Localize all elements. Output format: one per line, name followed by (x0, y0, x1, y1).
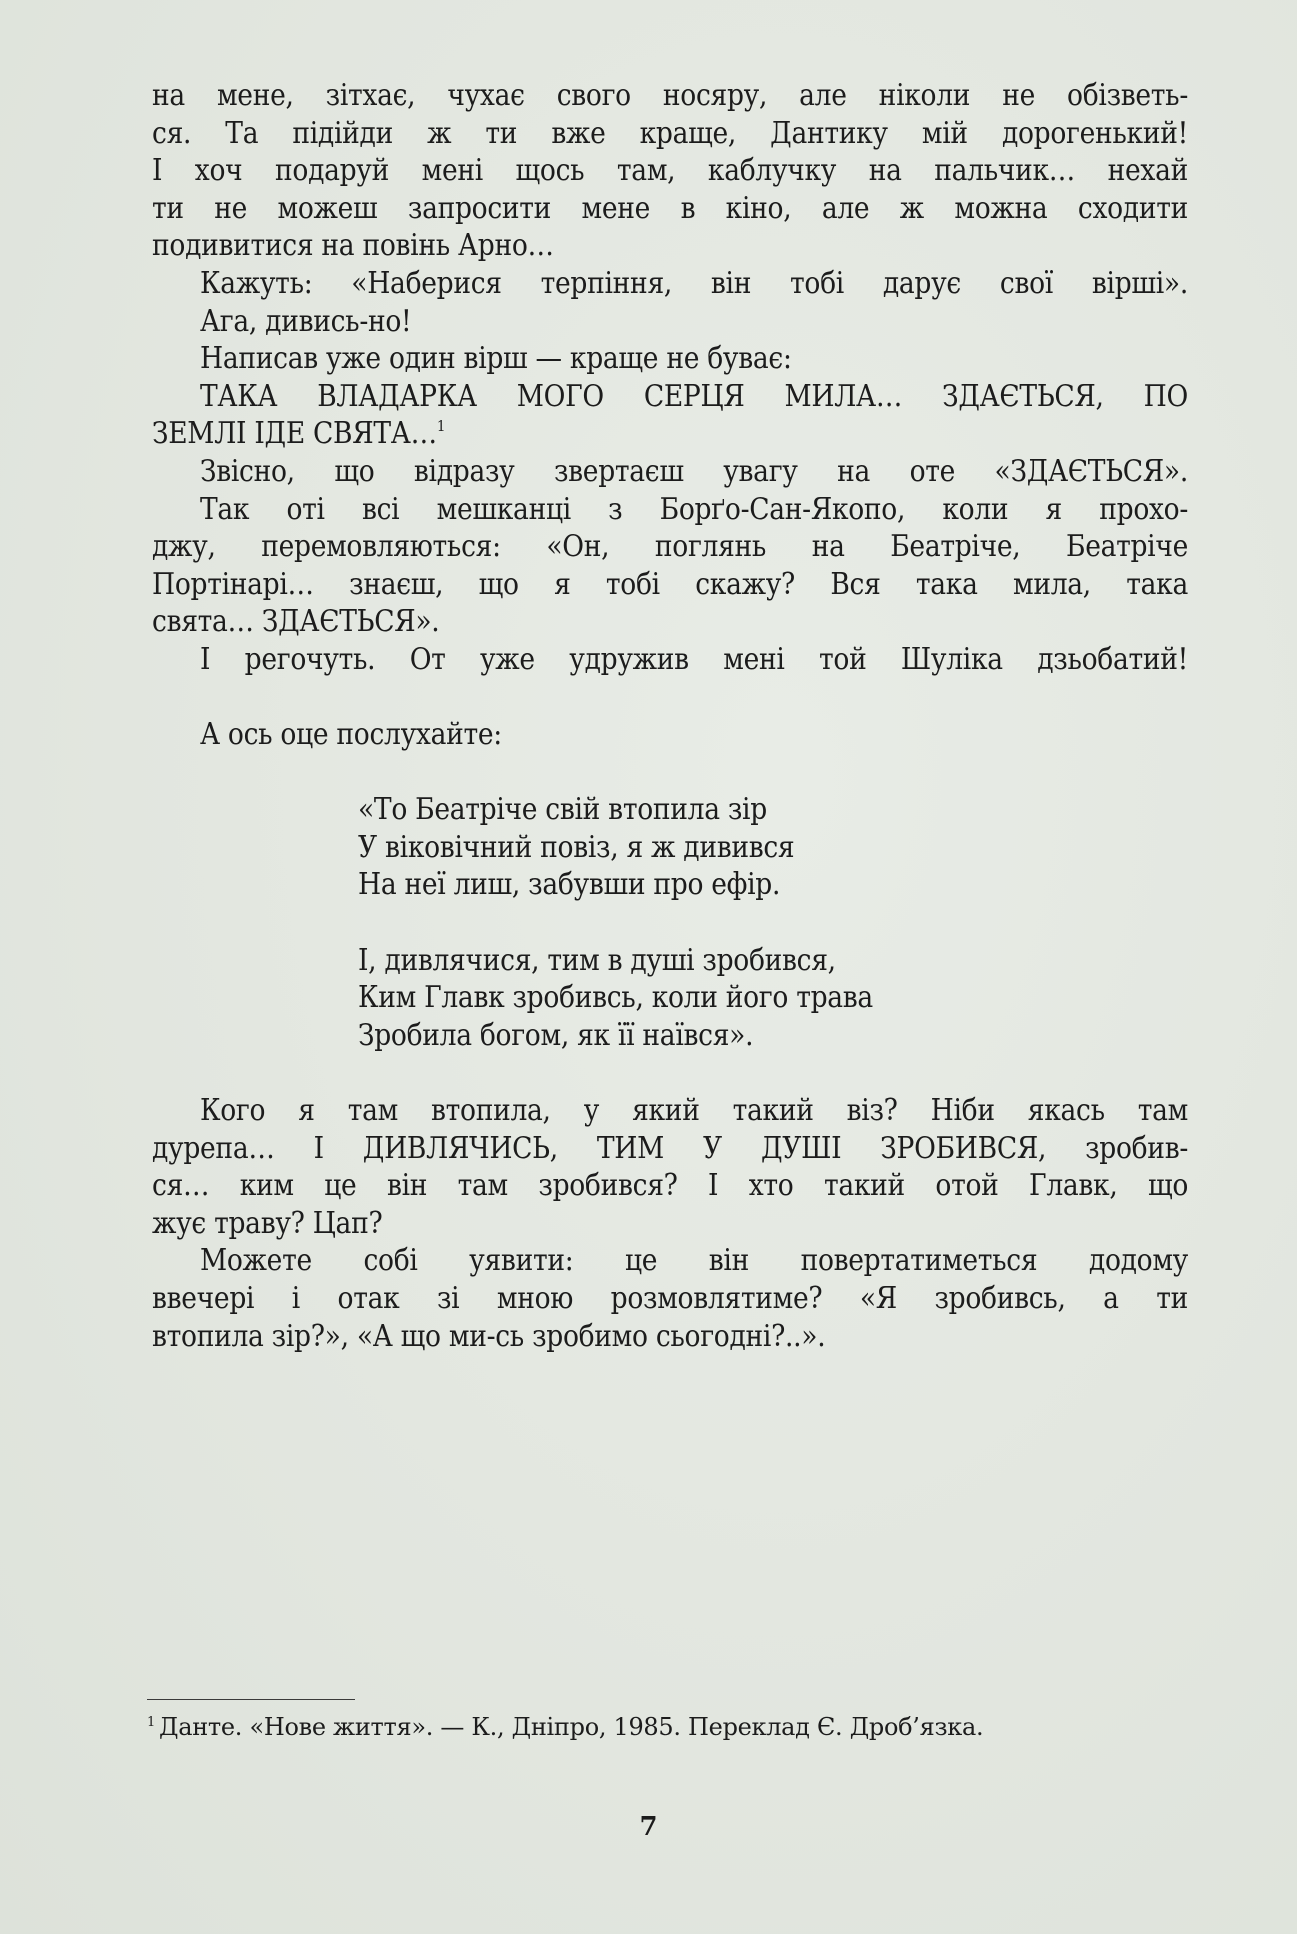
text-line: ти не можеш запросити мене в кіно, але ж можна сходити (152, 190, 1188, 225)
text-line: Кого я там втопила, у який такий віз? Ніби якась там (200, 1093, 1188, 1128)
footnote (147, 1712, 983, 1742)
poem-quote (152, 791, 1188, 1054)
footnote-marker: 1 (147, 1715, 155, 1730)
prose-top (152, 77, 1188, 679)
text-line: подивитися на повінь Арно… (152, 228, 554, 263)
text-line: жує траву? Цап? (152, 1205, 383, 1240)
text-line: на мене, зітхає, чухає свого носяру, але ніколи не обізветь- (152, 78, 1188, 112)
text-line: І регочуть. От уже удружив мені той Шуліка дзьобатий! (200, 641, 1188, 676)
spacer (152, 1054, 1188, 1092)
text-line: ся… ким це він там зробився? І хто такий отой Главк, що (152, 1168, 1188, 1203)
text-line: ТАКА ВЛАДАРКА МОГО СЕРЦЯ МИЛА… ЗДАЄТЬСЯ, ПО (200, 378, 1188, 413)
poem-line: На неї лиш, забувши про ефір. (358, 867, 781, 902)
poem-line: У віковічний повіз, я ж дивився (358, 829, 795, 864)
footnote-reference[interactable]: 1 (436, 417, 446, 436)
spacer (152, 754, 1188, 792)
footnote-divider (147, 1699, 355, 1700)
intro-line: А ось оце послухайте: (200, 717, 502, 752)
text-line-with-footnote (152, 415, 1188, 453)
text-line: Ага, дивись-но! (200, 303, 412, 338)
footnote-text: Данте. «Нове життя». — К., Дніпро, 1985. Переклад Є. Дроб’язка. (158, 1713, 984, 1741)
text-line: дурепа… І ДИВЛЯЧИСЬ, ТИМ У ДУШІ ЗРОБИВСЯ, зробив- (152, 1130, 1188, 1165)
page-number: 7 (639, 1812, 658, 1842)
text-line: Кажуть: «Наберися терпіння, він тобі дарує свої вірші». (200, 265, 1188, 300)
prose-bottom (152, 1092, 1188, 1355)
poem-stanza-1 (152, 791, 1188, 904)
page-body (152, 77, 1188, 1355)
poem-line: І, дивлячися, тим в душі зробився, (358, 942, 836, 977)
text-line: ся. Та підійди ж ти вже краще, Дантику мій дорогенький! (152, 115, 1188, 150)
poem-line: «То Беатріче свій втопила зір (358, 792, 767, 827)
text-line: ввечері і отак зі мною розмовлятиме? «Я зробивсь, а ти (152, 1281, 1188, 1315)
text-line: джу, перемовляються: «Он, поглянь на Беатріче, Беатріче (152, 529, 1188, 564)
poem-line: Зробила богом, як її наївся». (358, 1017, 754, 1052)
text-line: І хоч подаруй мені щось там, каблучку на пальчик… нехай (152, 153, 1188, 188)
poem-line: Ким Главк зробивсь, коли його трава (358, 980, 873, 1015)
poem-stanza-2 (152, 942, 1188, 1055)
text-line: Звісно, що відразу звертаєш увагу на оте «ЗДАЄТЬСЯ». (200, 453, 1188, 488)
text-line: Можете собі уявити: це він повертатиметься додому (200, 1243, 1188, 1278)
text-line: Портінарі… знаєш, що я тобі скажу? Вся така мила, така (152, 566, 1188, 601)
text-line: втопила зір?», «А що ми-сь зробимо сьогодні?..». (152, 1318, 826, 1353)
spacer (152, 679, 1188, 717)
text-line: Написав уже один вірш — краще не буває: (200, 341, 792, 376)
text-line: Так оті всі мешканці з Борґо-Сан-Якопо, коли я прохо- (200, 491, 1188, 526)
text-line: свята… ЗДАЄТЬСЯ». (152, 604, 440, 639)
stanza-spacer (152, 904, 1188, 942)
text-line: ЗЕМЛІ ІДЕ СВЯТА… (152, 416, 437, 451)
